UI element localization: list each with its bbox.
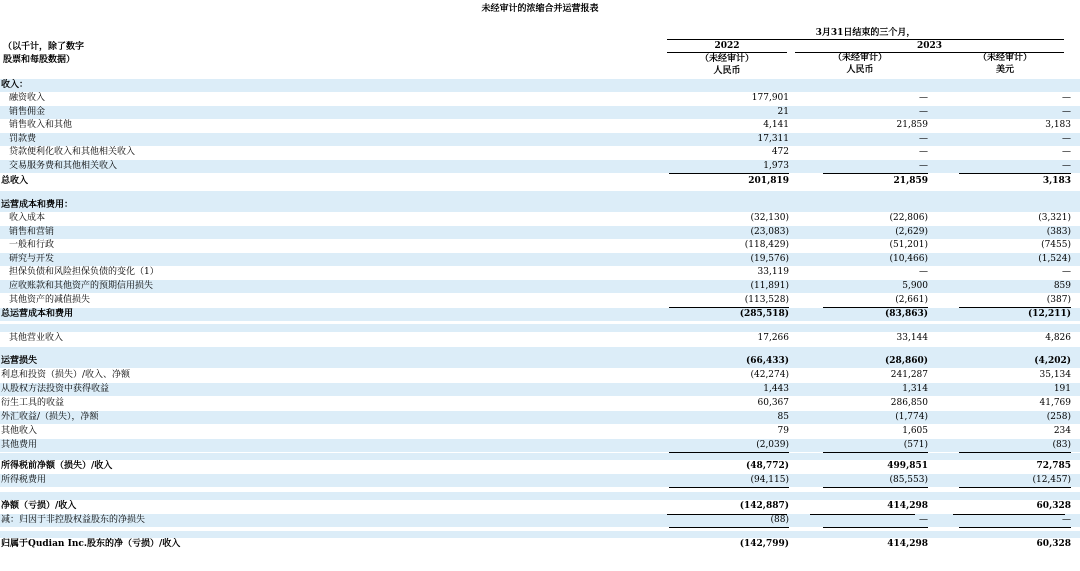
row-label: 所得税前净额（损失）/收入 <box>1 461 113 471</box>
row-label: 罚款费 <box>9 134 37 144</box>
column-header-2023-rmb <box>805 52 915 76</box>
value-2023-usd: 3,183 <box>1042 176 1071 186</box>
row-label: 外汇收益/（损失），净额 <box>1 412 99 422</box>
statement-row <box>0 280 1080 293</box>
column-audit-status: （未经审计） <box>699 54 754 64</box>
value-2022-rmb: 17,311 <box>757 134 789 144</box>
row-label: 其他费用 <box>1 440 38 450</box>
row-label: 交易服务费和其他相关收入 <box>9 161 118 171</box>
statement-row <box>0 175 1080 188</box>
statement-row <box>0 308 1080 321</box>
row-label: 所得税费用 <box>1 475 47 485</box>
value-2022-rmb: 60,367 <box>757 398 789 408</box>
statement-row <box>0 266 1080 279</box>
spacer-band <box>0 531 1080 538</box>
row-label: 运营损失 <box>1 356 38 366</box>
value-2022-rmb: 17,266 <box>757 333 789 343</box>
value-2023-rmb: — <box>823 514 928 528</box>
value-2022-rmb: 4,141 <box>763 120 789 130</box>
statement-row <box>0 439 1080 452</box>
value-2022-rmb: (94,115) <box>669 474 789 488</box>
column-year: 2022 <box>667 40 787 53</box>
value-2023-usd: (12,211) <box>1028 309 1071 319</box>
spacer-band <box>0 453 1080 460</box>
value-2023-usd: 41,769 <box>1039 398 1071 408</box>
value-2022-rmb: (19,576) <box>750 254 789 264</box>
row-label: 销售佣金 <box>9 107 46 117</box>
value-2023-rmb: — <box>919 134 928 144</box>
value-2023-usd: (387) <box>959 294 1071 308</box>
value-2022-rmb: (11,891) <box>750 281 789 291</box>
statement-row <box>0 500 1080 513</box>
value-2022-rmb: 201,819 <box>748 176 789 186</box>
value-2022-rmb: (285,518) <box>739 309 789 319</box>
double-underline <box>810 514 915 515</box>
row-label: 融资收入 <box>9 93 46 103</box>
value-2023-rmb: 499,851 <box>887 461 928 471</box>
spacer-band <box>0 324 1080 332</box>
statement-row <box>0 514 1080 527</box>
value-2022-rmb: (42,274) <box>750 370 789 380</box>
statement-row <box>0 411 1080 424</box>
value-2022-rmb: (88) <box>669 514 789 528</box>
statement-row <box>0 239 1080 252</box>
column-year: 2023 <box>795 40 1064 53</box>
statement-row <box>0 106 1080 119</box>
value-2022-rmb: 472 <box>771 147 789 157</box>
value-2022-rmb: (32,130) <box>750 213 789 223</box>
value-2023-rmb: — <box>919 107 928 117</box>
spacer-band <box>0 492 1080 500</box>
value-2023-rmb: (2,629) <box>895 227 928 237</box>
value-2023-rmb: 21,859 <box>893 176 928 186</box>
column-header-2023-usd <box>950 52 1060 76</box>
row-label: 归属于Qudian Inc.股东的净（亏损）/收入 <box>1 539 181 549</box>
row-label: 衍生工具的收益 <box>1 398 65 408</box>
value-2023-rmb: 286,850 <box>890 398 928 408</box>
value-2022-rmb: (23,083) <box>750 227 789 237</box>
statement-row <box>0 199 1080 212</box>
value-2022-rmb: (2,039) <box>669 439 789 453</box>
value-2023-usd: — <box>1062 134 1071 144</box>
statement-row <box>0 294 1080 307</box>
column-currency: 美元 <box>995 65 1014 75</box>
report-title: 未经审计的浓缩合并运营报表 <box>481 4 599 14</box>
value-2023-rmb: (83,863) <box>885 309 928 319</box>
value-2023-usd: (4,202) <box>1034 356 1071 366</box>
value-2023-rmb: (51,201) <box>889 240 928 250</box>
value-2023-usd: 35,134 <box>1039 370 1071 380</box>
value-2022-rmb: 79 <box>777 426 789 436</box>
row-label: 从股权方法投资中获得收益 <box>1 384 110 394</box>
row-label: 应收账款和其他资产的预期信用损失 <box>9 281 154 291</box>
value-2023-rmb: — <box>823 160 928 174</box>
value-2023-rmb: 5,900 <box>902 281 928 291</box>
value-2022-rmb: 1,443 <box>763 384 789 394</box>
value-2023-usd: (3,321) <box>1038 213 1071 223</box>
statement-row <box>0 369 1080 382</box>
value-2022-rmb: (118,429) <box>744 240 789 250</box>
value-2023-usd: (83) <box>959 439 1071 453</box>
row-label: 贷款便利化收入和其他相关收入 <box>9 147 136 157</box>
value-2023-usd: — <box>1062 93 1071 103</box>
row-label: 总收入 <box>1 176 29 186</box>
statement-row <box>0 79 1080 92</box>
value-2023-usd: 191 <box>1053 384 1071 394</box>
value-2022-rmb: (113,528) <box>669 294 789 308</box>
row-label: 研究与开发 <box>9 254 55 264</box>
row-label: 其他营业收入 <box>9 333 64 343</box>
value-2023-usd: — <box>1062 107 1071 117</box>
value-2023-usd: (1,524) <box>1038 254 1071 264</box>
value-2023-usd: 4,826 <box>1045 333 1071 343</box>
value-2022-rmb: (66,433) <box>746 356 789 366</box>
double-underline <box>953 514 1065 515</box>
statement-row <box>0 253 1080 266</box>
value-2023-rmb: (1,774) <box>895 412 928 422</box>
row-label: 收入： <box>1 80 29 90</box>
spacer-band <box>0 347 1080 355</box>
spacer-band <box>0 191 1080 199</box>
value-2023-rmb: 21,859 <box>896 120 928 130</box>
double-underline <box>667 514 787 515</box>
statement-row <box>0 160 1080 173</box>
value-2023-rmb: (571) <box>823 439 928 453</box>
statement-row <box>0 355 1080 368</box>
units-note-line2: 股票和每股数据） <box>3 55 76 65</box>
value-2022-rmb: (142,887) <box>739 501 789 511</box>
statement-row <box>0 133 1080 146</box>
statement-row <box>0 226 1080 239</box>
row-label: 收入成本 <box>9 213 46 223</box>
column-audit-status: （未经审计） <box>832 53 887 63</box>
value-2023-usd: — <box>1062 147 1071 157</box>
value-2023-rmb: — <box>919 93 928 103</box>
value-2023-usd: — <box>959 160 1071 174</box>
row-label: 总运营成本和费用 <box>1 309 74 319</box>
value-2023-rmb: 33,144 <box>896 333 928 343</box>
value-2022-rmb: (142,799) <box>739 539 789 549</box>
statement-row <box>0 474 1080 487</box>
value-2023-rmb: — <box>919 267 928 277</box>
row-label: 销售收入和其他 <box>9 120 73 130</box>
value-2023-rmb: — <box>919 147 928 157</box>
value-2023-rmb: (2,661) <box>823 294 928 308</box>
value-2023-rmb: 414,298 <box>887 501 928 511</box>
statement-row <box>0 460 1080 473</box>
column-currency: 人民币 <box>846 65 874 75</box>
value-2023-usd: (7455) <box>1041 240 1071 250</box>
value-2023-usd: 60,328 <box>1036 539 1071 549</box>
value-2023-usd: 859 <box>1053 281 1071 291</box>
value-2022-rmb: 1,973 <box>669 160 789 174</box>
row-label: 一般和行政 <box>9 240 55 250</box>
statement-row <box>0 92 1080 105</box>
value-2023-rmb: 414,298 <box>887 539 928 549</box>
value-2022-rmb: (48,772) <box>746 461 789 471</box>
value-2023-rmb: 241,287 <box>890 370 928 380</box>
column-currency: 人民币 <box>713 66 741 76</box>
value-2023-rmb: (85,553) <box>823 474 928 488</box>
statement-row <box>0 383 1080 396</box>
value-2023-usd: 72,785 <box>1036 461 1071 471</box>
value-2022-rmb: 33,119 <box>757 267 789 277</box>
value-2023-rmb: (22,806) <box>889 213 928 223</box>
row-label: 其他资产的减值损失 <box>9 295 91 305</box>
statement-row <box>0 146 1080 159</box>
value-2022-rmb: 85 <box>777 412 789 422</box>
row-label: 减：归因于非控股权益股东的净损失 <box>1 515 146 525</box>
row-label: 利息和投资（损失）/收入、净额 <box>1 370 131 380</box>
statement-row <box>0 397 1080 410</box>
value-2023-usd: — <box>959 514 1071 528</box>
value-2023-rmb: 1,314 <box>902 384 928 394</box>
statement-row <box>0 119 1080 132</box>
period-header: 3月31日结束的三个月， <box>667 25 1064 40</box>
value-2023-usd: 60,328 <box>1036 501 1071 511</box>
statement-row <box>0 538 1080 551</box>
value-2023-rmb: (10,466) <box>889 254 928 264</box>
row-label: 销售和营销 <box>9 227 55 237</box>
row-label: 担保负债和风险担保负债的变化（1） <box>9 267 159 277</box>
row-label: 其他收入 <box>1 426 38 436</box>
value-2023-usd: (12,457) <box>959 474 1071 488</box>
units-note-line1: （以千计，除了数字 <box>3 42 85 52</box>
column-audit-status: （未经审计） <box>977 53 1032 63</box>
value-2023-usd: 234 <box>1053 426 1071 436</box>
statement-row <box>0 332 1080 345</box>
statement-row <box>0 425 1080 438</box>
row-label: 净额（亏损）/收入 <box>1 501 77 511</box>
value-2023-rmb: 1,605 <box>902 426 928 436</box>
value-2023-usd: (258) <box>1046 412 1071 422</box>
row-label: 运营成本和费用： <box>1 200 74 210</box>
value-2023-usd: (383) <box>1046 227 1071 237</box>
value-2022-rmb: 177,901 <box>751 93 789 103</box>
statement-row <box>0 212 1080 225</box>
value-2023-usd: — <box>1062 267 1071 277</box>
value-2022-rmb: 21 <box>777 107 789 117</box>
value-2023-rmb: (28,860) <box>885 356 928 366</box>
value-2023-usd: 3,183 <box>1045 120 1071 130</box>
column-header-2022-rmb <box>667 40 787 77</box>
